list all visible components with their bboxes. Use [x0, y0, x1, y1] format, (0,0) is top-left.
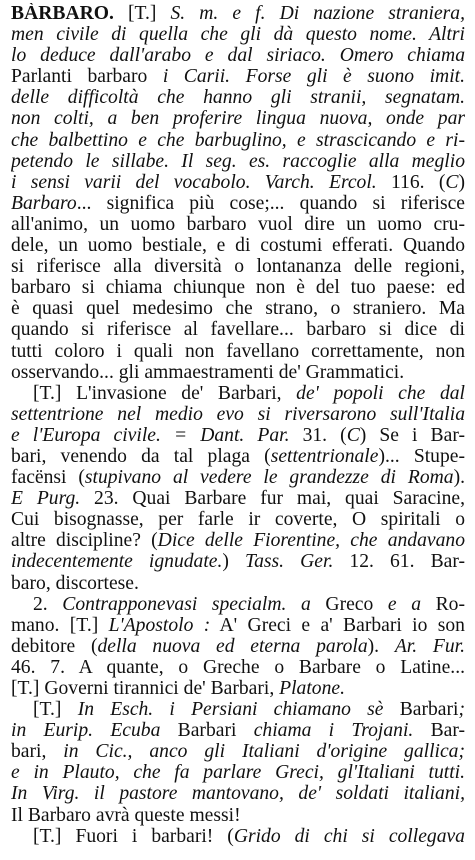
text-line [11, 24, 465, 45]
text-line [11, 636, 465, 657]
text-line [11, 256, 465, 277]
text-run: tutti coloro i quali non favellano correttamente, non [11, 340, 465, 362]
italic-text: e a [387, 593, 421, 615]
text-line [11, 657, 465, 678]
text-run: Il Barbaro avrà queste messi! [11, 804, 241, 826]
text-run: 46. 7. A quante, o Greche o Barbare o Latine... [11, 656, 465, 678]
italic-text: e in Plauto, che fa parlare Greci, gl'Italiani tutti. [11, 762, 465, 784]
text-line [11, 404, 465, 425]
italic-text: Tass. Ger. [245, 551, 334, 573]
text-run: ) [458, 171, 465, 193]
text-line [11, 594, 465, 615]
text-line [11, 172, 465, 193]
text-line [11, 783, 465, 804]
italic-text: i Carii. Forse gli è suono imit. [162, 66, 465, 88]
text-run: [T.] Governi tirannici de' Barbari, [11, 678, 280, 699]
italic-text: e l'Europa civile. = Dant. Par. [11, 424, 290, 446]
text-line [11, 762, 465, 783]
text-line [11, 615, 465, 636]
text-line [11, 699, 465, 720]
italic-text: in Cic., anco gli Italiani d'origine gallica; [63, 741, 465, 763]
text-line [11, 151, 465, 172]
italic-text: S. m. e f. Di nazione straniera, [170, 3, 465, 24]
italic-text: settentrione nel medio evo si riversarono sull'Italia [11, 403, 465, 425]
text-line [11, 362, 465, 383]
text-run: ) [222, 551, 246, 573]
italic-text: delle difficoltà che hanno gli stranii, segnatam. [11, 87, 465, 109]
italic-text: E Purg. [11, 488, 81, 510]
text-line [11, 741, 465, 762]
italic-text: Grido di chi si collegava [233, 825, 465, 847]
text-run: è quasi quel medesimo che strano, o straniero. Ma [11, 298, 465, 320]
italic-text: lo deduce dall'arabo e dal siriaco. Omero chiama [11, 45, 465, 67]
italic-text: Barbaro [11, 192, 77, 214]
text-run: facënsi ( [11, 467, 85, 489]
text-run: [T.] Fuori i barbari! ( [33, 825, 234, 847]
italic-text: de' popoli che dal [296, 382, 465, 404]
text-run: [T.] [33, 699, 78, 721]
dictionary-entry-barbaro [11, 3, 465, 847]
text-line [11, 341, 465, 362]
text-line [11, 319, 465, 340]
italic-text: stupivano al vedere le grandezze di Roma [84, 467, 454, 489]
text-line [11, 298, 465, 319]
italic-text: petendo le sillabe. Il seg. es. raccoglie alla meglio [11, 150, 465, 172]
text-run: bari, venendo da tal plaga ( [11, 445, 271, 467]
text-line [11, 383, 465, 404]
text-line [11, 509, 465, 530]
text-run: 12. 61. Bar- [333, 551, 465, 573]
text-run: Greco [310, 593, 388, 615]
text-line [11, 235, 465, 256]
text-run: )... Stupe- [378, 445, 465, 467]
italic-text: C [346, 424, 360, 446]
italic-text: Platone. [279, 678, 345, 699]
text-line [11, 66, 465, 87]
text-run: Bar- [413, 720, 465, 742]
text-run: ). [453, 467, 465, 489]
text-run: Ro- [421, 593, 465, 615]
text-run: debitore ( [11, 635, 98, 657]
italic-text: in Eurip. Ecuba [11, 720, 161, 742]
text-run: Cui bisognasse, per farle ir coverte, O spiritali o [11, 509, 465, 531]
text-line [11, 214, 465, 235]
text-run: 2. [33, 593, 63, 615]
text-line [11, 805, 465, 826]
text-run: dele, un uomo bestiale, e di costumi efferati. Quando [11, 235, 465, 257]
text-run: 31. ( [289, 424, 347, 446]
italic-text: L'Apostolo : [108, 614, 211, 636]
text-run: all'animo, un uomo barbaro vuol dire un uomo cru- [11, 213, 465, 235]
italic-text: In Esch. i Persiani chiamano sè [77, 699, 384, 721]
headword: BÀRBARO. [11, 3, 114, 24]
text-run: bari, [11, 741, 64, 763]
text-run: barbaro si chiama chiunque non è del tuo paese: ed [11, 277, 465, 299]
text-run: 23. Quai Barbare fur mai, quai Saracine, [80, 488, 465, 510]
text-run: baro, discortese. [11, 572, 139, 594]
text-line [11, 277, 465, 298]
text-line [11, 488, 465, 509]
text-run: A' Greci e a' Barbari io son [210, 614, 465, 636]
text-run: ). [367, 635, 395, 657]
italic-text: Dice delle Fiorentine, che andavano [157, 530, 465, 552]
text-run: [T.] L'invasione de' Barbari, [33, 382, 297, 404]
text-run: [T.] [113, 3, 171, 24]
text-line [11, 45, 465, 66]
italic-text: che balbettino e che barbuglino, e strascicando e ri- [11, 129, 465, 151]
text-run: altre discipline? ( [11, 530, 158, 552]
text-line [11, 446, 465, 467]
text-line [11, 573, 465, 594]
text-run: 116. ( [376, 171, 446, 193]
text-run: ) Se i Bar- [359, 424, 465, 446]
italic-text: indecentemente ignudate. [11, 551, 223, 573]
italic-text: men civile di quella che gli dà questo nome. Altri [11, 24, 465, 46]
italic-text: i sensi varii del vocabolo. Varch. Ercol. [11, 171, 377, 193]
text-line [11, 678, 465, 699]
text-run: osservando... gli ammaestramenti de' Grammatici. [11, 361, 405, 383]
italic-text: In Virg. il pastore mantovano, de' soldati italiani, [11, 783, 465, 805]
text-line [11, 3, 465, 24]
text-line [11, 87, 465, 108]
text-line [11, 425, 465, 446]
text-run: ... significa più cose;... quando si riferisce [76, 192, 465, 214]
italic-text: non colti, a ben proferire lingua nuova, onde par [11, 108, 465, 130]
italic-text: settentrionale [270, 445, 379, 467]
text-line [11, 130, 465, 151]
italic-text: Ar. Fur. [394, 635, 465, 657]
text-line [11, 530, 465, 551]
italic-text: chiama i Trojani. [253, 720, 414, 742]
italic-text: C [445, 171, 459, 193]
text-line [11, 108, 465, 129]
text-line [11, 720, 465, 741]
text-line [11, 467, 465, 488]
italic-text: Contrapponevasi specialm. a [62, 593, 311, 615]
italic-text: della nuova ed eterna parola [97, 635, 368, 657]
text-run: Barbari [383, 699, 459, 721]
text-line [11, 826, 465, 847]
text-run: si riferisce alla diversità o lontananza delle regioni, [11, 256, 465, 278]
italic-text: ; [458, 699, 465, 721]
text-run: Parlanti barbaro [11, 66, 163, 88]
text-line [11, 193, 465, 214]
text-run: quando si riferisce al favellare... barbaro si dice di [11, 319, 465, 341]
text-run: mano. [T.] [11, 614, 109, 636]
text-run: Barbari [160, 720, 254, 742]
text-line [11, 551, 465, 572]
